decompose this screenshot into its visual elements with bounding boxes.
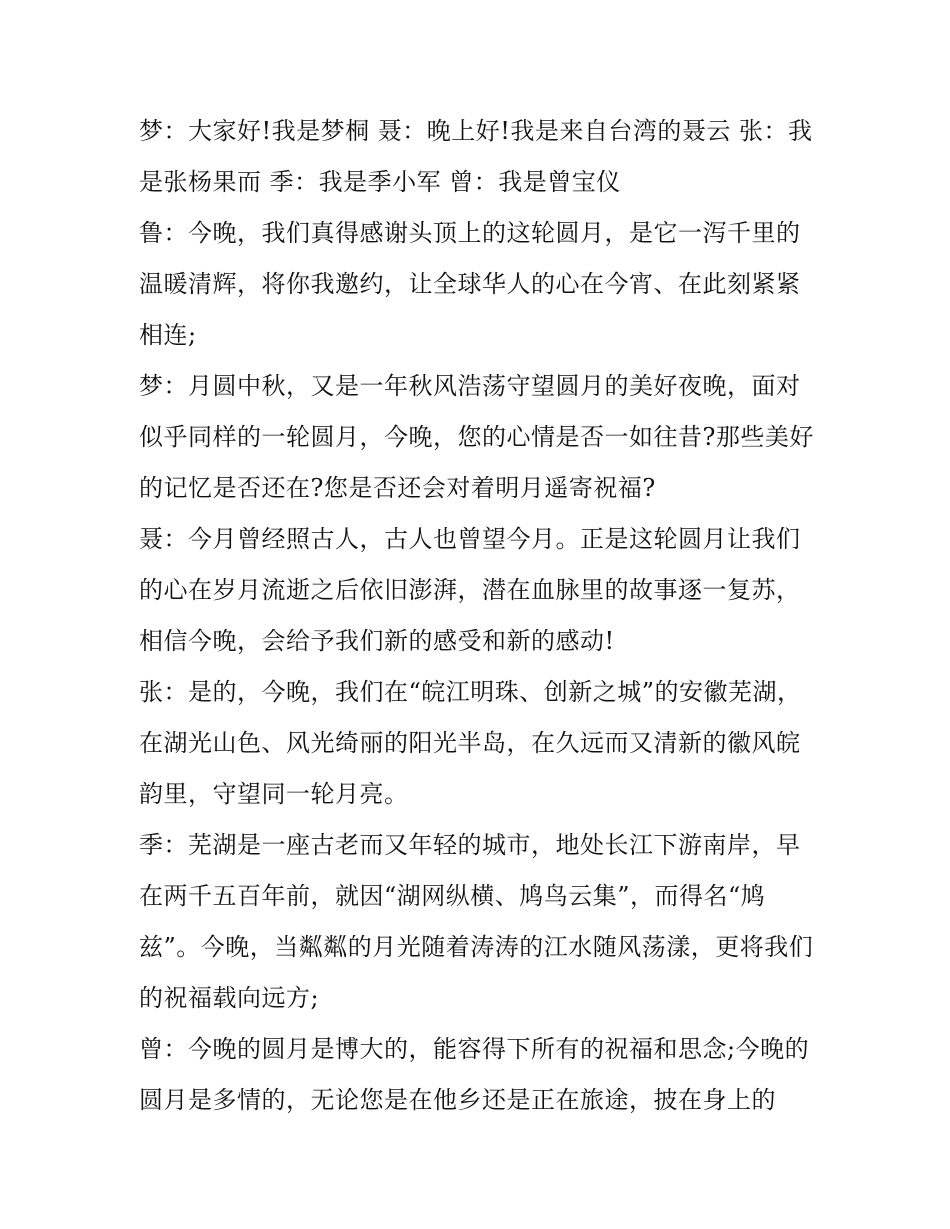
paragraph-nie: 聂：今月曾经照古人，古人也曾望今月。正是这轮圆月让我们的心在岁月流逝之后依旧澎湃，潜在血脉里的故事逐一复苏，相信今晚，会给予我们新的感受和新的感动! [139, 525, 801, 655]
paragraph-lu: 鲁：今晚，我们真得感谢头顶上的这轮圆月，是它一泻千里的温暖清辉，将你我邀约，让全球华人的心在今宵、在此刻紧紧相连; [139, 219, 801, 349]
paragraph-ji: 季：芜湖是一座古老而又年轻的城市，地处长江下游南岸，早在两千五百年前，就因“湖网纵横、鸠鸟云集”，而得名“鸠兹”。今晚，当粼粼的月光随着涛涛的江水随风荡漾，更将我们的祝福载向远方; [139, 831, 814, 1012]
document-body [139, 106, 815, 1126]
paragraph-meng: 梦：月圆中秋，又是一年秋风浩荡守望圆月的美好夜晚，面对似乎同样的一轮圆月，今晚，您的心情是否一如往昔?那些美好的记忆是否还在?您是否还会对着明月遥寄祝福? [139, 372, 814, 502]
paragraph-zhang: 张：是的，今晚，我们在“皖江明珠、创新之城”的安徽芜湖，在湖光山色、风光绮丽的阳光半岛，在久远而又清新的徽风皖韵里，守望同一轮月亮。 [139, 678, 802, 808]
paragraph-intro: 梦：大家好!我是梦桐 聂：晚上好!我是来自台湾的聂云 张：我是张杨果而 季：我是季小军 曾：我是曾宝仪 [139, 117, 813, 196]
paragraph-zeng: 曾：今晚的圆月是博大的，能容得下所有的祝福和思念;今晚的圆月是多情的，无论您是在他乡还是正在旅途，披在身上的 [139, 1035, 810, 1114]
